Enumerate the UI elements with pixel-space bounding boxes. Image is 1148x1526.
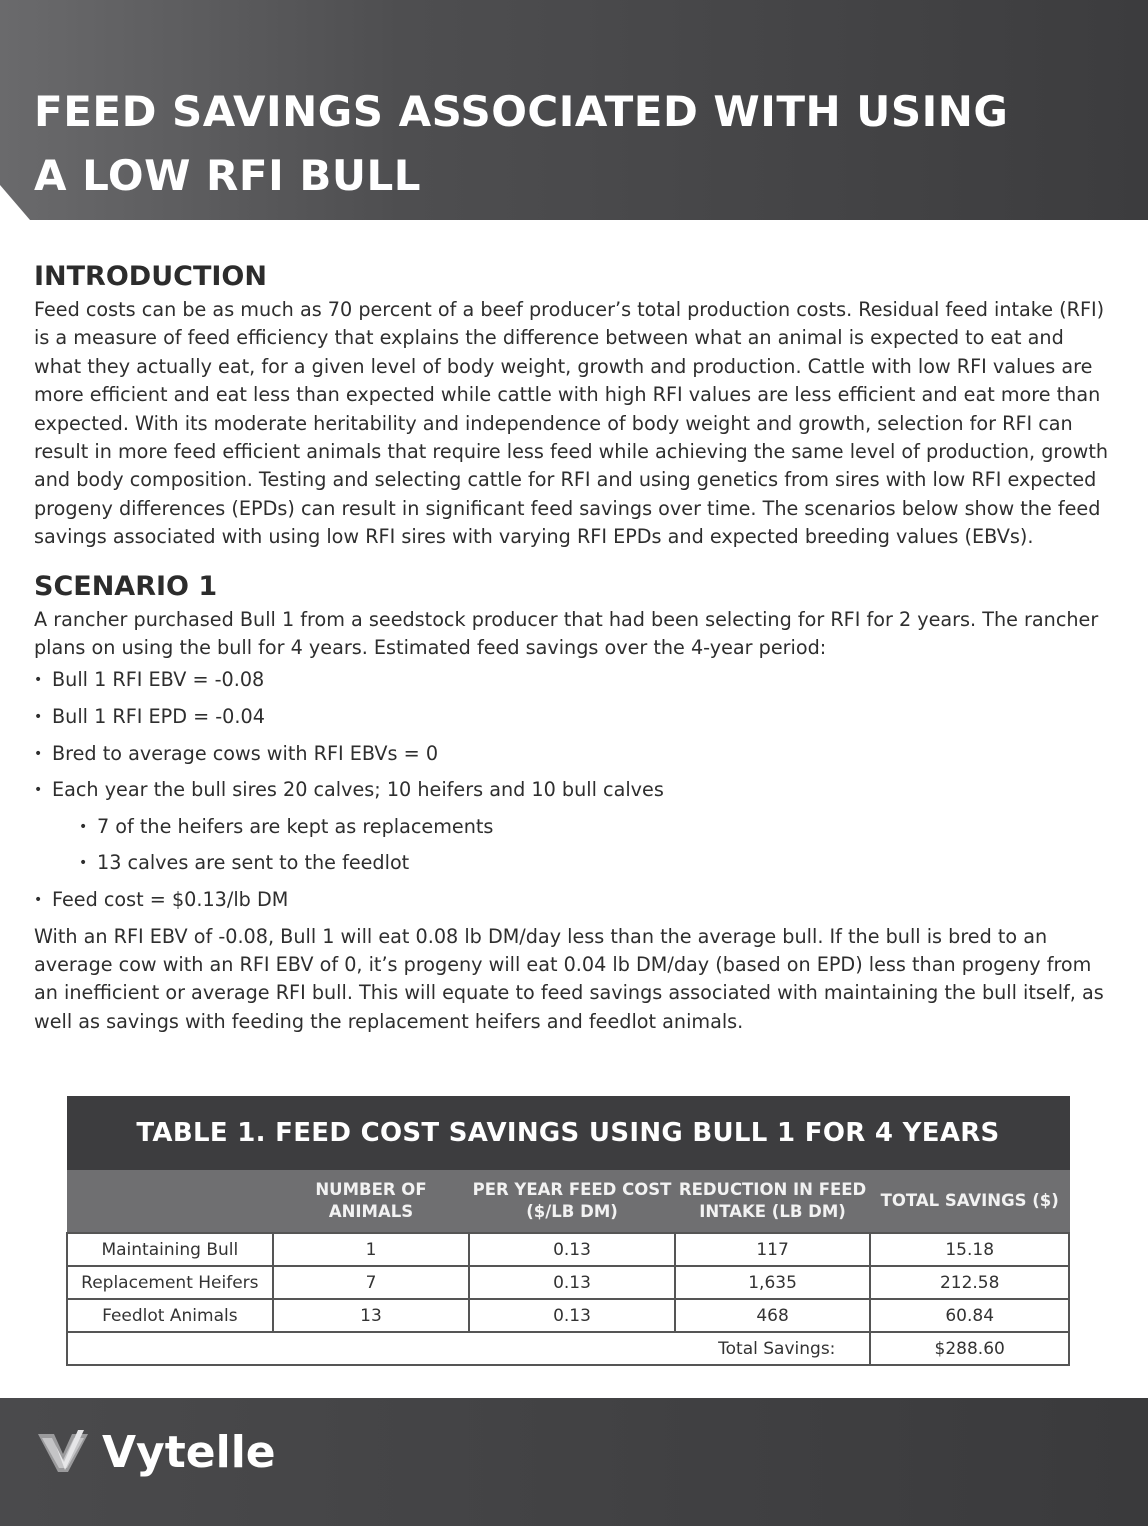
cell-feed-cost: 0.13: [469, 1299, 674, 1332]
cell-total-savings: 15.18: [870, 1233, 1069, 1266]
header-reduction-in-feed-intake: REDUCTION IN FEED INTAKE (LB DM): [675, 1170, 871, 1234]
main-content: [34, 258, 1114, 1036]
row-label: Replacement Heifers: [67, 1266, 273, 1299]
scenario-1-explanation: With an RFI EBV of -0.08, Bull 1 will eat 0.08 lb DM/day less than the average bull. If the bull is bred to an average cow with an RFI EBV of 0, it’s progeny will eat 0.04 lb DM/day (based on EPD) less than progeny from an inefficient or average RFI bull. This will equate to feed savings associated with maintaining the bull itself, as well as savings with feeding the replacement heifers and feedlot animals.: [34, 924, 1104, 1033]
total-savings-value: $288.60: [870, 1332, 1069, 1365]
sub-bullet-item: • 7 of the heifers are kept as replacements: [34, 809, 1114, 846]
scenario-1-intro-text: A rancher purchased Bull 1 from a seedstock producer that had been selecting for RFI for 2 years. The rancher plans on using the bull for 4 years. Estimated feed savings over the 4-year period:: [34, 607, 1099, 660]
row-label: Maintaining Bull: [67, 1233, 273, 1266]
vytelle-logo: [34, 1424, 276, 1480]
table-caption: TABLE 1. FEED COST SAVINGS USING BULL 1 FOR 4 YEARS: [67, 1097, 1069, 1170]
bullet-item: • Bred to average cows with RFI EBVs = 0: [34, 736, 1114, 773]
cell-reduction: 1,635: [675, 1266, 871, 1299]
bullet-item: • Bull 1 RFI EPD = -0.04: [34, 699, 1114, 736]
table-row: [67, 1299, 1069, 1332]
bullet-icon: •: [34, 672, 43, 689]
footer-banner: [0, 1398, 1148, 1526]
header-total-savings: TOTAL SAVINGS ($): [870, 1170, 1069, 1234]
bullet-item: • Each year the bull sires 20 calves; 10 heifers and 10 bull calves: [34, 772, 1114, 809]
bullet-icon: •: [34, 745, 43, 762]
bullet-icon: •: [34, 709, 43, 726]
bullet-icon: •: [79, 818, 88, 835]
cell-number-of-animals: 1: [273, 1233, 470, 1266]
scenario-1-bullet-list: [34, 662, 1114, 918]
feed-cost-savings-table: [66, 1096, 1070, 1366]
brand-name: Vytelle: [102, 1426, 276, 1478]
bullet-icon: •: [34, 892, 43, 909]
cell-number-of-animals: 7: [273, 1266, 470, 1299]
cell-total-savings: 212.58: [870, 1266, 1069, 1299]
cell-number-of-animals: 13: [273, 1299, 470, 1332]
table-row: [67, 1233, 1069, 1266]
bullet-item: • Bull 1 RFI EBV = -0.08: [34, 662, 1114, 699]
cell-reduction: 117: [675, 1233, 871, 1266]
page-title-line-1: FEED SAVINGS ASSOCIATED WITH USING: [34, 87, 1009, 136]
page-title-line-2: A LOW RFI BULL: [34, 151, 421, 200]
cell-feed-cost: 0.13: [469, 1233, 674, 1266]
sub-bullet-item: • 13 calves are sent to the feedlot: [34, 845, 1114, 882]
introduction-text: Feed costs can be as much as 70 percent of a beef producer’s total production costs. Residual feed intake (RFI) is a measure of feed efficiency that explains the difference between what an animal is expected to eat and what they actually eat, for a given level of body weight, growth and production. Cattle with low RFI values are more efficient and eat less than expected while cattle with high RFI values are less efficient and eat more than expected. With its moderate heritability and independence of body weight and growth, selection for RFI can result in more feed efficient animals that require less feed while achieving the same level of production, growth and body composition. Testing and selecting cattle for RFI and using genetics from sires with low RFI expected progeny differences (EPDs) can result in significant feed savings over time. The scenarios below show the feed savings associated with using low RFI sires with varying RFI EPDs and expected breeding values (EBVs).: [34, 298, 1109, 549]
header-number-of-animals: NUMBER OF ANIMALS: [273, 1170, 470, 1234]
header-per-year-feed-cost: PER YEAR FEED COST ($/LB DM): [469, 1170, 674, 1234]
table-total-row: [67, 1332, 1069, 1365]
bullet-icon: •: [34, 782, 43, 799]
scenario-1-heading: SCENARIO 1: [34, 570, 218, 602]
page-title: [34, 80, 1094, 208]
total-savings-label: Total Savings:: [67, 1332, 870, 1365]
cell-reduction: 468: [675, 1299, 871, 1332]
cell-total-savings: 60.84: [870, 1299, 1069, 1332]
table-row: [67, 1266, 1069, 1299]
introduction-heading: INTRODUCTION: [34, 261, 267, 292]
bullet-item: • Feed cost = $0.13/lb DM: [34, 882, 1114, 919]
row-label: Feedlot Animals: [67, 1299, 273, 1332]
bullet-icon: •: [79, 855, 88, 872]
table-header-row: [67, 1170, 1069, 1234]
checkmark-logo-icon: [34, 1424, 92, 1480]
cell-feed-cost: 0.13: [469, 1266, 674, 1299]
header-empty: [67, 1170, 273, 1234]
